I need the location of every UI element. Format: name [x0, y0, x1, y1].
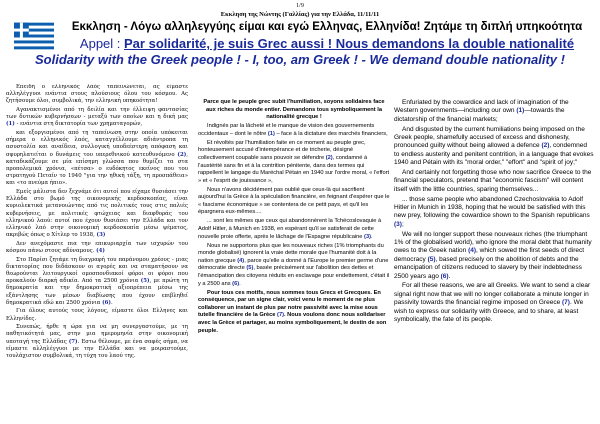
footnote-link[interactable]: (1) — [267, 130, 275, 137]
footnote-link[interactable]: (1) — [6, 121, 15, 128]
french-paragraph: Pour tous ces motifs, nous sommes tous Grecs et Grecques. En conséquence, par un signe clair, voici venu le moment de ne plus collaborer un instant de plus par notre passivité avec la mise sous tutelle financière de la Grèce (7). Nous voulons donc nous solidariser avec la Grèce et partager, au moins symboliquement, le destin de son peuple. — [198, 289, 387, 334]
greek-column — [6, 84, 188, 362]
french-column — [198, 99, 390, 337]
english-paragraph: And certainly not forgetting those who now sacrifice Greece to the financial speculators, pretend that "economic fascism" will content itself with the little countries, sparing themselves... — [394, 169, 592, 193]
footnote-link[interactable]: (7) — [68, 338, 78, 345]
footnote-link[interactable]: (5) — [246, 265, 254, 272]
footnote-link[interactable]: (6) — [102, 299, 111, 306]
title-french-lead: Appel : — [79, 36, 125, 51]
french-paragraph: Nous ne supportons plus que les nouveaux riches (1% triomphants du monde globalisé) ignorent la vraie dette morale que l'humanité doit à la nation grecque (4), parce qu'elle a donné à l'Europe le premier germe d'une démocratie directe (5), basée précisément sur l'abolition des dettes et l'émancipation des citoyens réduits en esclavage pour endettement, c'était il y a 2500 ans (6). — [198, 242, 390, 287]
footnote-link[interactable]: (5) — [427, 255, 436, 263]
footnote-link[interactable]: (7) — [277, 312, 284, 319]
footnote-link[interactable]: (3) — [96, 232, 106, 239]
greek-paragraph: Εμείς μάλιστα δεν ξεχνάμε ότι αυτοί που είχαμε θυσιάσει την Ελλάδα στο βωμό της οικονομικής κερδοσκοπίας, είναι κυριολεκτικά μετανοιώντας από τις πολιτικές τους στις παλιές κυβερνήσεις, με πολιτικές φτώχειας και διαφθοράς του ελληνικού λαού: αυτοί που έχουν θυσιάσει την Ελλάδα και τον ελληνικό λαό στην οικονομική κερδοσκοπία μέσω ψέματος, ακριβώς όπως ο Χίτλερ το 1938, (3) — [6, 189, 188, 239]
footnote-link[interactable]: (5) — [140, 278, 150, 285]
french-lead: Parce que le peuple grec subit l'humiliation, soyons solidaires face aux riches du monde entier. Demandons tous symboliquement la nationalité grecque ! — [203, 99, 385, 121]
document-subtitle: Εκκληση της Νώντης (Γαλλίας) για την Ελλάδα, 11/11/11 — [220, 11, 380, 18]
footnote-link[interactable]: (2) — [325, 154, 333, 161]
french-paragraph: Et révoltés par l'humiliation faite en ce moment au peuple grec, honteusement accusé d'intempérance et de tricherie, désigné collectivement coupable sans pouvoir se défendre (2), condamné à l'austérité sans fin et à la contrition pénitente, dans des termes qui rappellent le langage du Maréchal Pétain en 1940 sur l'ordre moral, « l'effort » et « l'esprit de jouissance », — [198, 139, 390, 184]
greek-paragraph: Αγανακτισμένοι από τη δειλία και την έλλειψη φαντασίας των δυτικών κυβερνήσεων - μεταξύ των οποίων και η δική μας (1) - ενάντια στη δικτατορία των χρηματαγορών, — [6, 107, 188, 128]
english-paragraph: We will no longer support these nouveaux riches (the triumphant 1% of the globalised world), who ignore the moral debt that humanity owes to the Greek nation (4), which sowed the first seeds of direct democracy (5), based precisely on the abolition of debts and the emancipation of citizens reduced to slavery by their indebtedness 2500 years ago (6). — [394, 230, 592, 280]
greek-paragraph: Συνεπώς, ήρθε η ώρα για να μη συνεργαστούμε, με τη παθητικότητά μας, στην μια ημερομηνία στην οικονομική υποταγή της Ελλάδας (7). Εστω θέλουμε, με ένα σαφές σήμα, να είμαστε αλληλέγγυοι με την Ελλάδα και να μοιραστούμε, τουλάχιστον συμβολικά, τη τύχη του λαού της. — [6, 324, 188, 360]
footnote-link[interactable]: (4) — [468, 247, 477, 255]
greek-paragraph: Δεν ανεχόμαστε πια την επικυριαρχία των ισχυρών του κόσμου πάνω στους αδύναμους. (4) — [6, 240, 188, 255]
footnote-link[interactable]: (7) — [562, 299, 570, 307]
page-number: 1/9 — [296, 3, 304, 9]
english-paragraph: ... those same people who abandoned Czechoslovakia to Adolf Hitler in Munich in 1938, hoping that he would be satisfied with this new prey, following the cowardice shown to the Spanish republicans (3); — [394, 195, 590, 228]
french-paragraph: Indignés par la lâcheté et le manque de vision des gouvernements occidentaux – dont le nôtre (1) – face à la dictature des marchés financiers, — [198, 123, 388, 137]
french-paragraph: Nous n'avons décidément pas oublié que ceux-là qui sacrifient aujourd'hui la Grèce à la spéculation financière, en feignant d'espérer que le « fascisme économique » se contentera de ce petit pays, et qu'il les épargnera eux-mêmes.... — [198, 186, 390, 216]
greek-flag-icon — [14, 22, 54, 50]
greek-paragraph: Στο Παρίσι ζητάμε τη διαγραφή του παράνομου χρέους - μιας δικτατορίας που διδάσκουν οι αγορές και να σταματήσουν να θεωρούνται λειτουργικοί ομοσπονδιακοί φόροι οι φόροι που προκαλούν διαρκή αδικία. Από τα 2500 χρόνια (5), με πρώτη τη δημοκρατία και την δημοκρατική αξιοπρέπεια μέσω της εξάντλησης των μέσων διαβίωσης που έχουν επιβληθεί δημοκρατικά εδώ και 2500 χρόνια (6). — [6, 256, 188, 306]
french-paragraph: ... sont les mêmes que ceux qui abandonnèrent la Tchécoslovaquie à Adolf Hitler, à Munich en 1938, en espérant qu'il se satisferait de cette nouvelle proie offerte, après le lâchage de l'Espagne républicaine (3). — [198, 218, 382, 240]
footnote-link[interactable]: (4) — [96, 248, 105, 255]
english-paragraph: And disgusted by the current humiliations being imposed on the Greek people, shamefully accused of excess and dishonesty, pronounced guilty without being allowed a defence (2), condemned to endless austerity and penitent contrition, in a language that evokes 1940 and Pétain with its "moral order," "effort" and "spirit of joy;" — [394, 125, 594, 167]
greek-paragraph: Επειδή ο ελληνικός λαός ταπεινώνεται, ας είμαστε αλληλέγγυοι ενάντια στους πλούσιους όλου του κόσμου. Ας ζητήσουμε όλοι, συμβολικά, την ελληνική υπηκοότητα! — [6, 84, 188, 105]
english-paragraph: For all these reasons, we are all Greeks. We want to send a clear signal right now that we will no longer collaborate a minute longer in passivity towards the financial regime imposed on Greece (7). We wish to express our solidarity with Greece, and to share, at least symbolically, the fate of its people. — [394, 282, 591, 324]
title-greek: Εκκληση - Λόγω αλληλεγγύης είμαι και εγώ Ελληνας, Ελληνίδα! Ζητάμε τη διπλή υπηκοότητα — [71, 21, 583, 33]
english-column — [394, 99, 594, 326]
greek-paragraph: και εξοργισμένοι από τη ταπείνωση στην οποία υπόκειται σήμερα ο ελληνικός λαός, καταγγέλλουμε αδιάντροπα τη ασυστολία και αναίδεια, συλλογική υποδεέστερη απόφαση και σφυρηλατείται ο δυνάμεις του υπερεθνικού κατευθυνόμενο (2), καταδικάζουμε σε μία επίσημη γλώσσα που θυμίζει τα στα προπολεμικά χρόνια, «πέτσα» ο ευδόκητος εκείνος που του στρατηγού Πεταίν το 1940 "για την ηθική τάξη, τη προσπάθεια» και «το πνεύμα ήπιο». — [6, 130, 188, 187]
title-french-main: Par solidarité, je suis Grec aussi ! Nous demandons la double nationalité — [124, 36, 575, 51]
footnote-link[interactable]: (6) — [440, 272, 449, 280]
footnote-link[interactable]: (2) — [541, 142, 550, 150]
footnote-link[interactable]: (1) — [516, 107, 525, 115]
footnote-link[interactable]: (2) — [177, 151, 187, 158]
greek-paragraph: Για όλους αυτούς τους λόγους, είμαστε όλοι Ελληνες και Ελληνίδες. — [6, 308, 188, 322]
title-french — [62, 36, 592, 51]
footnote-link[interactable]: (3) — [394, 220, 402, 228]
title-english: Solidarity with the Greek people ! - I, too, am Greek ! - We demand double nationality ! — [35, 52, 565, 67]
english-paragraph: Enfuriated by the cowardice and lack of imagination of the Western governments—including our own (1)—towards the dictatorship of the financial markets; — [394, 99, 569, 123]
footnote-link[interactable]: (6) — [232, 280, 240, 287]
footnote-link[interactable]: (3) — [364, 233, 371, 240]
footnote-link[interactable]: (4) — [237, 257, 245, 264]
